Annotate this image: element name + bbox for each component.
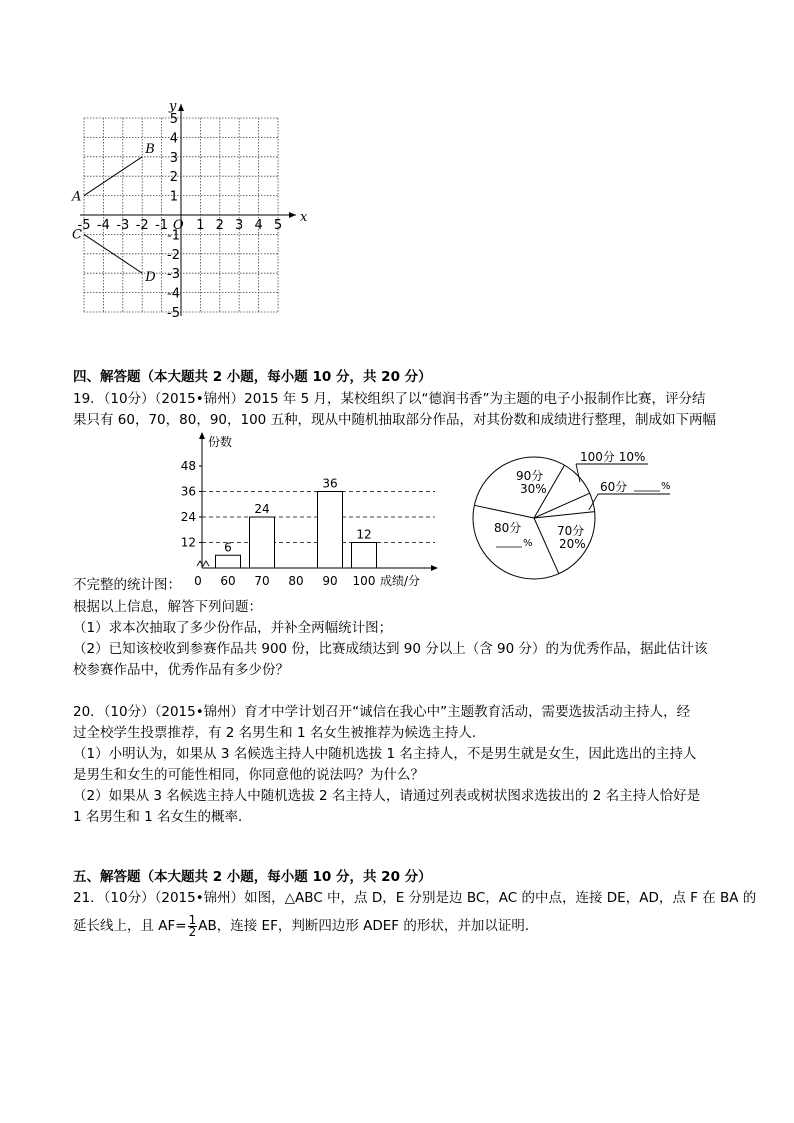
bar-y-axis-arrow — [199, 432, 205, 439]
bar-y-axis-label: 份数 — [208, 435, 233, 449]
y-tick-label: -1 — [167, 228, 180, 244]
bar-category-label: 60 — [220, 574, 236, 588]
x-tick-label: 1 — [196, 218, 205, 233]
bar-y-tick-label: 48 — [180, 459, 196, 473]
pie-pct-70: 20% — [559, 537, 586, 551]
point-label-c: C — [72, 227, 82, 243]
axis-break-mark — [197, 561, 209, 566]
point-label-a: A — [72, 189, 82, 205]
bar-y-tick-label: 36 — [180, 484, 196, 499]
bar-y-tick-label: 12 — [180, 535, 196, 550]
q21-line-2 — [73, 913, 538, 939]
y-axis-arrow — [178, 104, 184, 111]
x-axis-arrow — [289, 212, 296, 218]
q19-line-2: 果只有 60，70，80，90，100 五种，现从中随机抽取部分作品，对其份数和成绩进行整理，制成如下两幅 — [73, 412, 717, 428]
q20-line-4: 是男生和女生的可能性相同，你同意他的说法吗？为什么？ — [73, 767, 424, 783]
pie-pct-90: 30% — [520, 482, 547, 496]
q19-line-4: 根据以上信息，解答下列问题： — [73, 599, 262, 615]
bar-x-axis-arrow — [431, 565, 438, 571]
x-tick-label: -2 — [135, 218, 149, 233]
q19-line-7: 校参赛作品中，优秀作品有多少份？ — [73, 662, 289, 678]
bar-chart — [170, 430, 460, 592]
y-tick-label: 4 — [169, 131, 178, 147]
q21-line-2-pre: 延长线上，且 AF= — [73, 918, 187, 934]
fraction-one-half — [188, 912, 198, 939]
pie-label-60: 60分 — [600, 480, 628, 494]
x-tick-label: 5 — [273, 218, 283, 233]
coordinate-grid-figure — [60, 96, 310, 326]
x-tick-label: 4 — [254, 218, 263, 233]
q21-line-1: 21．（10分）（2015•锦州）如图，△ABC 中，点 D，E 分别是边 BC，AC 的中点，连接 DE，AD，点 F 在 BA 的 — [73, 890, 757, 906]
pie-pct-80: % — [523, 538, 533, 549]
pie-label-70: 70分 — [557, 524, 585, 538]
bar-value-label: 36 — [322, 476, 338, 491]
bar-category-label: 90 — [322, 574, 338, 588]
section-4-heading: 四、解答题（本大题共 2 小题，每小题 10 分，共 20 分） — [73, 369, 432, 385]
pie-label-90: 90分 — [516, 469, 544, 483]
pie-label-80: 80分 — [494, 521, 522, 535]
q20-line-5: （2）如果从 3 名候选主持人中随机选拔 2 名主持人，请通过列表或树状图求选拔出的 2 名主持人恰好是 — [73, 788, 701, 804]
bar-origin-label: 0 — [194, 574, 202, 588]
y-tick-label: 5 — [169, 112, 178, 127]
y-tick-label: 3 — [169, 150, 178, 166]
y-tick-label: -2 — [167, 247, 180, 263]
y-axis-label: y — [169, 99, 177, 114]
y-tick-label: 1 — [169, 189, 178, 205]
y-tick-label: -5 — [167, 306, 180, 321]
x-tick-label: -4 — [96, 218, 110, 233]
pie-pct-60: % — [661, 481, 671, 492]
grid-axes — [77, 104, 296, 316]
bar-x-axis-label: 成绩/分 — [380, 574, 421, 588]
bar-value-label: 24 — [254, 502, 270, 516]
origin-label: O — [173, 218, 184, 233]
x-tick-label: -1 — [155, 218, 169, 233]
point-label-d: D — [145, 270, 156, 286]
fraction-numerator: 1 — [188, 912, 197, 927]
q21-line-2-post: AB，连接 EF，判断四边形 ADEF 的形状，并加以证明． — [198, 918, 539, 934]
x-tick-label: -5 — [77, 218, 91, 233]
bar-60 — [216, 555, 241, 568]
bar-value-label: 6 — [224, 540, 232, 555]
bar-category-label: 100 — [352, 574, 376, 588]
bar-70 — [250, 517, 275, 568]
q19-line-6: （2）已知该校收到参赛作品共 900 份，比赛成绩达到 90 分以上（含 90 分）的为优秀作品，据此估计该 — [73, 641, 708, 657]
y-tick-label: 2 — [169, 170, 178, 186]
bar-90 — [318, 492, 343, 569]
y-tick-label: -4 — [167, 286, 180, 302]
y-tick-label: -3 — [167, 267, 180, 283]
grid-tick-labels — [78, 112, 283, 321]
pie-label-100: 100分 10% — [580, 450, 646, 464]
x-tick-label: 3 — [235, 218, 244, 233]
q20-line-2: 过全校学生投票推荐，有 2 名男生和 1 名女生被推荐为候选主持人． — [73, 725, 486, 741]
q20-line-1: 20．（10分）（2015•锦州）育才中学计划召开“诚信在我心中”主题教育活动，需要选拔活动主持人，经 — [73, 704, 691, 720]
bar-value-label: 12 — [356, 527, 372, 542]
bar-category-label: 80 — [288, 574, 304, 588]
q19-line-5: （1）求本次抽取了多少份作品，并补全两幅统计图； — [73, 620, 393, 636]
bar-y-tick-label: 24 — [180, 510, 196, 524]
point-label-b: B — [145, 141, 155, 157]
x-axis-label: x — [300, 210, 308, 225]
q20-line-3: （1）小明认为，如果从 3 名候选主持人中随机选拔 1 名主持人，不是男生就是女生，因此选出的主持人 — [73, 746, 697, 762]
x-tick-label: 2 — [215, 218, 224, 233]
q19-line-3: 不完整的统计图： — [73, 577, 181, 593]
x-tick-label: -3 — [116, 218, 130, 233]
section-5-heading: 五、解答题（本大题共 2 小题，每小题 10 分，共 20 分） — [73, 869, 432, 885]
bar-100 — [352, 543, 377, 569]
fraction-denominator: 2 — [188, 924, 197, 939]
bar-category-label: 70 — [254, 574, 270, 588]
pie-chart — [466, 446, 696, 586]
q19-line-1: 19．（10分）（2015•锦州）2015 年 5 月，某校组织了以“德润书香”为主题的电子小报制作比赛，评分结 — [73, 391, 706, 407]
q20-line-6: 1 名男生和 1 名女生的概率． — [73, 809, 252, 825]
